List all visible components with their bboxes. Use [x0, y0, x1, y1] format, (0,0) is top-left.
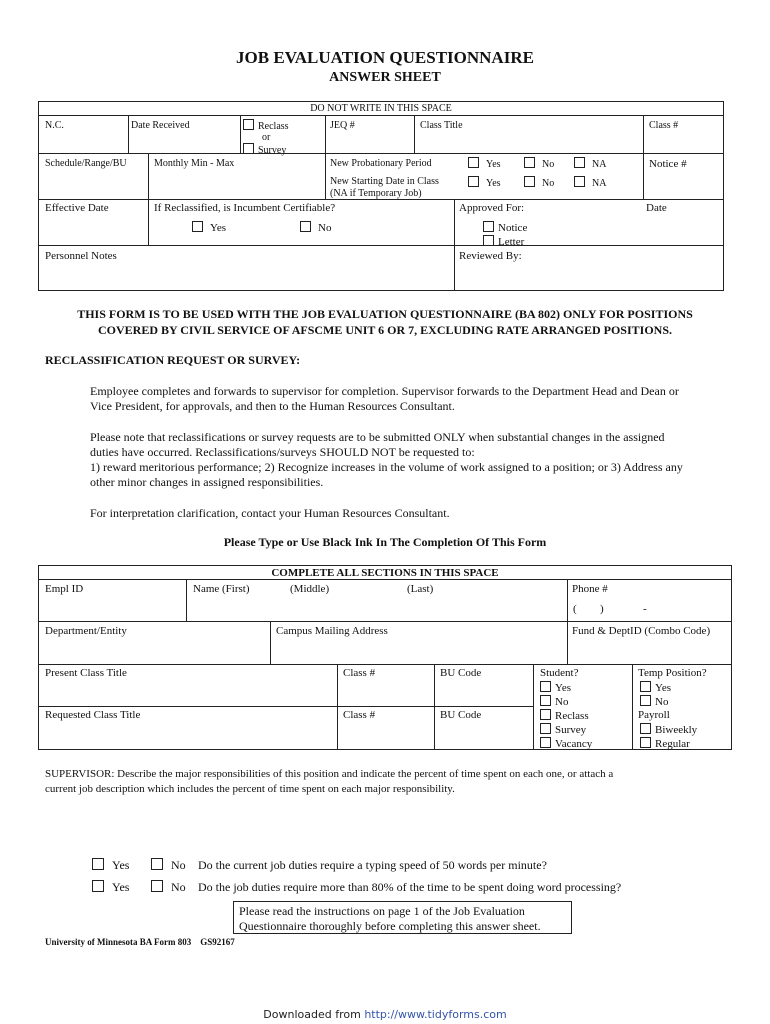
schedule-label: Schedule/Range/BU	[45, 158, 127, 169]
paragraph-line: Employee completes and forwards to supervisor for completion. Supervisor forwards to the Department Head and Dean or	[90, 384, 679, 398]
notice-line-2: COVERED BY CIVIL SERVICE OF AFSCME UNIT 6 OR 7, EXCLUDING RATE ARRANGED POSITIONS.	[97, 323, 672, 337]
survey-label: Survey	[258, 145, 287, 156]
phone-label: Phone #	[572, 583, 608, 595]
payroll-label: Payroll	[638, 709, 670, 721]
temp-no[interactable]	[640, 695, 668, 708]
reclass-checkbox[interactable]	[243, 119, 254, 130]
question-1-text: Do the current job duties require a typing speed of 50 words per minute?	[198, 858, 547, 872]
paragraph-note	[90, 430, 730, 490]
question-2-text: Do the job duties require more than 80% of the time to be spent doing word processing?	[198, 880, 622, 894]
new-starting-note: (NA if Temporary Job)	[330, 188, 422, 199]
na-label: NA	[592, 178, 607, 189]
reclass-label: Reclass	[258, 121, 289, 132]
checkbox[interactable]	[92, 880, 104, 892]
nc-label: N.C.	[45, 120, 64, 131]
checkbox[interactable]	[640, 695, 651, 706]
student-label: Student?	[540, 667, 579, 679]
yes-label: Yes	[210, 222, 227, 234]
certifiable-yes[interactable]	[192, 221, 226, 234]
campus-address-label: Campus Mailing Address	[276, 625, 388, 637]
biweekly-label: Biweekly	[655, 724, 698, 736]
yes-label: Yes	[486, 178, 501, 189]
jeq-label: JEQ #	[330, 120, 355, 131]
checkbox[interactable]	[574, 157, 585, 168]
temp-position-label: Temp Position?	[638, 667, 707, 679]
checkbox[interactable]	[524, 157, 535, 168]
monthly-label: Monthly Min - Max	[154, 158, 235, 169]
date-label: Date	[646, 202, 667, 214]
notice-num-label: Notice #	[649, 158, 687, 170]
no-label: No	[542, 178, 555, 189]
reclass-option[interactable]	[243, 119, 289, 132]
payroll-regular[interactable]	[640, 737, 690, 750]
letter-label: Letter	[498, 236, 525, 248]
present-class-label: Present Class Title	[45, 667, 127, 679]
checkbox[interactable]	[540, 695, 551, 706]
question-2-yes[interactable]	[92, 880, 129, 895]
checkbox[interactable]	[483, 221, 494, 232]
department-label: Department/Entity	[45, 625, 127, 637]
checkbox[interactable]	[640, 681, 651, 692]
no-label: No	[318, 222, 332, 234]
student-no[interactable]	[540, 695, 568, 708]
present-bu-code-label: BU Code	[440, 667, 482, 679]
yes-label: Yes	[655, 682, 672, 694]
paragraph-line: other minor changes in assigned responsibilities.	[90, 475, 324, 489]
survey-label: Survey	[555, 724, 587, 736]
checkbox[interactable]	[92, 858, 104, 870]
yes-label: Yes	[486, 159, 501, 170]
personnel-notes-label: Personnel Notes	[45, 250, 117, 262]
if-reclassified-label: If Reclassified, is Incumbent Certifiable?	[154, 202, 336, 214]
footer-download	[0, 1008, 770, 1021]
effective-date-label: Effective Date	[45, 202, 109, 214]
question-1-no[interactable]	[151, 858, 186, 873]
notice-label: Notice	[498, 222, 528, 234]
name-first-label: Name (First)	[193, 583, 250, 595]
no-label: No	[171, 880, 186, 894]
instruction-line-2: Questionnaire thoroughly before completing this answer sheet.	[239, 919, 541, 933]
checkbox[interactable]	[540, 709, 551, 720]
probationary-na[interactable]	[574, 157, 606, 170]
yes-label: Yes	[112, 880, 130, 894]
notice-line-1: THIS FORM IS TO BE USED WITH THE JOB EVALUATION QUESTIONNAIRE (BA 802) ONLY FOR POSITIONS	[77, 307, 693, 321]
name-middle-label: (Middle)	[290, 583, 330, 595]
paragraph-line: 1) reward meritorious performance; 2) Recognize increases in the volume of work assigned to a position; or 3) Address any	[90, 460, 683, 474]
checkbox[interactable]	[151, 880, 163, 892]
vacancy-label: Vacancy	[555, 738, 593, 750]
instruction-line-1: Please read the instructions on page 1 of the Job Evaluation	[239, 904, 525, 918]
checkbox[interactable]	[640, 737, 651, 748]
date-received-label: Date Received	[131, 120, 190, 131]
temp-yes[interactable]	[640, 681, 671, 694]
phone-close-paren: )	[600, 603, 604, 615]
probationary-yes[interactable]	[468, 157, 501, 170]
survey-checkbox[interactable]	[243, 143, 254, 154]
no-label: No	[171, 858, 186, 872]
checkbox[interactable]	[524, 176, 535, 187]
supervisor-line-1: SUPERVISOR: Describe the major responsibilities of this position and indicate the percent of time spent on each one, or attach a	[45, 768, 614, 780]
reviewed-by-label: Reviewed By:	[459, 250, 522, 262]
requested-bu-code-label: BU Code	[440, 709, 482, 721]
form-title: JOB EVALUATION QUESTIONNAIRE	[236, 48, 534, 67]
ink-note: Please Type or Use Black Ink In The Completion Of This Form	[223, 535, 547, 549]
supervisor-line-2: current job description which includes the percent of time spent on each major responsibility.	[45, 783, 455, 795]
reclass-type-option[interactable]	[540, 709, 589, 722]
letter-option[interactable]	[483, 235, 524, 248]
survey-type-option[interactable]	[540, 723, 586, 736]
yes-label: Yes	[555, 682, 572, 694]
empl-id-label: Empl ID	[45, 583, 84, 595]
form-subtitle: ANSWER SHEET	[329, 70, 441, 85]
starting-no[interactable]	[524, 176, 554, 189]
new-probationary-label: New Probationary Period	[330, 158, 432, 169]
fund-dept-label: Fund & DeptID (Combo Code)	[572, 625, 711, 637]
form-id: University of Minnesota BA Form 803 GS92167	[45, 937, 235, 947]
requested-class-num-label: Class #	[343, 709, 376, 721]
no-label: No	[555, 696, 569, 708]
or-label: or	[262, 132, 271, 143]
no-label: No	[542, 159, 555, 170]
present-class-num-label: Class #	[343, 667, 376, 679]
reclass-label: Reclass	[555, 710, 589, 722]
requested-class-label: Requested Class Title	[45, 709, 141, 721]
checkbox[interactable]	[483, 235, 494, 246]
checkbox[interactable]	[192, 221, 203, 232]
paragraph-process	[90, 384, 730, 414]
checkbox[interactable]	[574, 176, 585, 187]
class-num-label: Class #	[649, 120, 679, 131]
paragraph-line: duties have occurred. Reclassifications/surveys SHOULD NOT be requested to:	[90, 445, 475, 459]
paragraph-line: For interpretation clarification, contact your Human Resources Consultant.	[90, 506, 450, 520]
class-title-label: Class Title	[420, 120, 463, 131]
approved-for-label: Approved For:	[459, 202, 525, 214]
starting-na[interactable]	[574, 176, 606, 189]
starting-yes[interactable]	[468, 176, 501, 189]
footer-prefix: Downloaded from	[263, 1008, 365, 1021]
checkbox[interactable]	[540, 737, 551, 748]
paragraph-line: Vice President, for approvals, and then to the Human Resources Consultant.	[90, 399, 455, 413]
regular-label: Regular	[655, 738, 690, 750]
footer-link[interactable]: http://www.tidyforms.com	[364, 1008, 507, 1021]
office-box-heading: DO NOT WRITE IN THIS SPACE	[310, 103, 452, 114]
checkbox[interactable]	[468, 157, 479, 168]
survey-option[interactable]	[243, 143, 286, 156]
no-label: No	[655, 696, 669, 708]
checkbox[interactable]	[151, 858, 163, 870]
checkbox[interactable]	[540, 723, 551, 734]
new-starting-label: New Starting Date in Class	[330, 176, 439, 187]
checkbox[interactable]	[300, 221, 311, 232]
question-1-yes[interactable]	[92, 858, 129, 873]
paragraph-contact	[90, 506, 730, 521]
checkbox[interactable]	[640, 723, 651, 734]
checkbox[interactable]	[468, 176, 479, 187]
payroll-biweekly[interactable]	[640, 723, 697, 736]
reclass-heading: RECLASSIFICATION REQUEST OR SURVEY:	[45, 353, 301, 367]
notice-option[interactable]	[483, 221, 527, 234]
paragraph-line: Please note that reclassifications or survey requests are to be submitted ONLY when substantial changes in the assigned	[90, 430, 665, 444]
yes-label: Yes	[112, 858, 130, 872]
checkbox[interactable]	[540, 681, 551, 692]
na-label: NA	[592, 159, 607, 170]
student-yes[interactable]	[540, 681, 571, 694]
name-last-label: (Last)	[407, 583, 434, 595]
employee-box-heading: COMPLETE ALL SECTIONS IN THIS SPACE	[271, 567, 499, 579]
phone-dash: -	[643, 603, 647, 615]
vacancy-type-option[interactable]	[540, 737, 592, 750]
probationary-no[interactable]	[524, 157, 554, 170]
question-2-no[interactable]	[151, 880, 186, 895]
phone-open-paren: (	[573, 603, 577, 615]
certifiable-no[interactable]	[300, 221, 331, 234]
